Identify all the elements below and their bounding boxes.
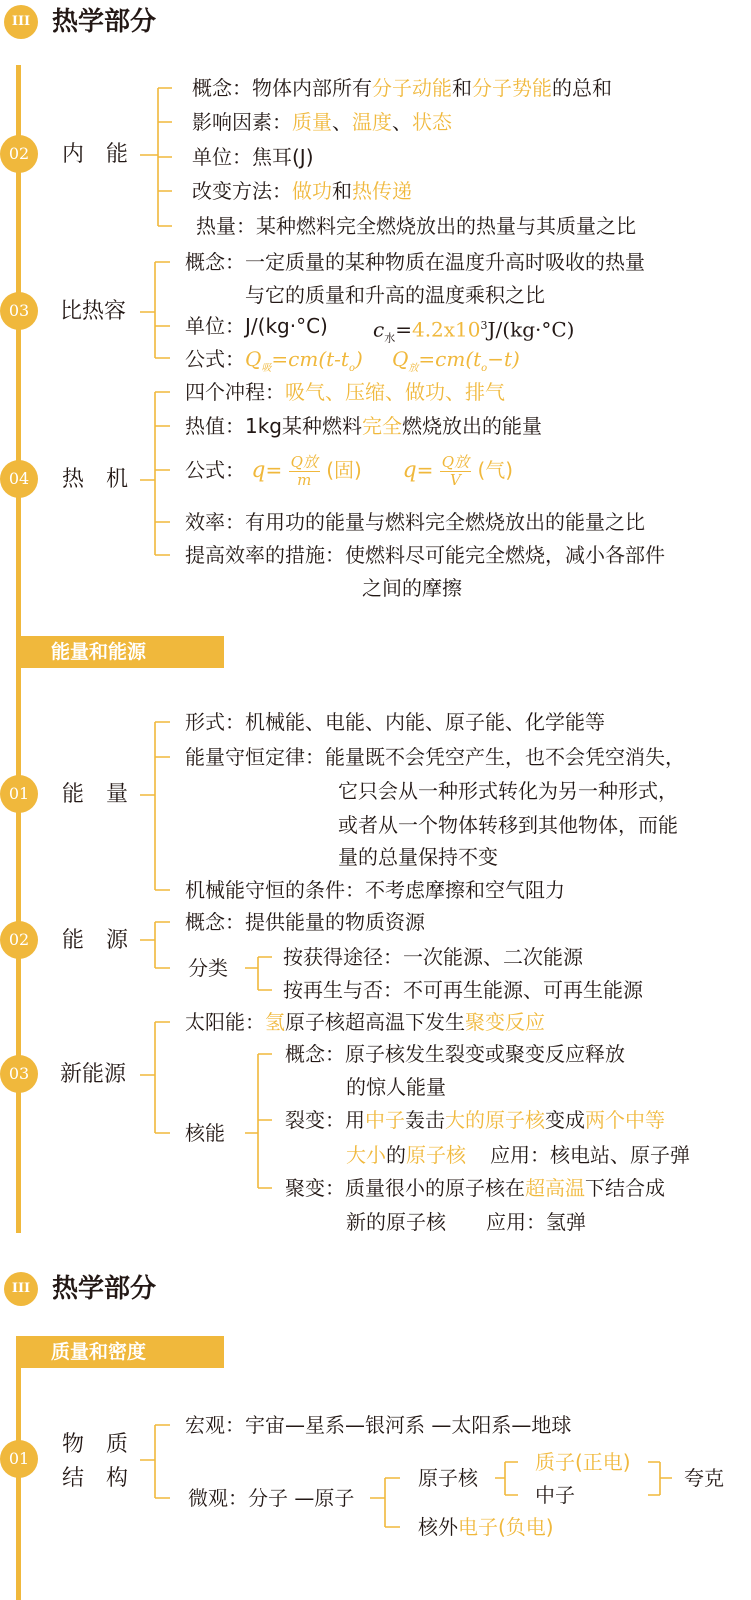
- nengyuan-by-source: 按获得途径：一次能源、二次能源: [283, 945, 583, 969]
- birerong-concept: 概念：一定质量的某种物质在温度升高时吸收的热量: [185, 250, 645, 274]
- xinnengyuan-nuclear: 核能: [185, 1121, 225, 1145]
- reji-strokes: 四个冲程：吸气、压缩、做功、排气: [185, 380, 505, 404]
- node-number-02: 02: [0, 135, 38, 173]
- section-badge: III: [4, 5, 38, 39]
- node-number-01-matter: 01: [0, 1440, 38, 1478]
- section-badge-2: III: [4, 1272, 38, 1306]
- birerong-formula: 公式：$Q_吸=cm(t-t_o)$: [185, 347, 363, 374]
- neineng-concept: 概念：物体内部所有分子动能和分子势能的总和: [192, 76, 612, 100]
- nengliang-forms: 形式：机械能、电能、内能、原子能、化学能等: [185, 710, 605, 734]
- node-number-04: 04: [0, 460, 38, 498]
- section-title-2: 热学部分: [52, 1274, 157, 1304]
- matter-nucleus: 原子核: [418, 1466, 478, 1490]
- nuclear-fusion-cont: 新的原子核 应用：氢弹: [346, 1210, 586, 1234]
- banner-mass: 质量和密度: [16, 1336, 224, 1368]
- topic-label-nengyuan: 能 源: [62, 928, 129, 953]
- xinnengyuan-solar: 太阳能：氢原子核超高温下发生聚变反应: [185, 1010, 545, 1034]
- nuclear-fission: 裂变：用中子轰击大的原子核变成两个中等: [285, 1108, 665, 1132]
- nengliang-law-3: 或者从一个物体转移到其他物体，而能: [338, 813, 678, 837]
- matter-neutron: 中子: [535, 1483, 575, 1507]
- birerong-water-value: $c_水=4.2x10^3J/(kg\cdot^\circ C)$: [373, 317, 575, 345]
- node-number-03: 03: [0, 292, 38, 330]
- topic-label-xinnengyuan: 新能源: [60, 1062, 127, 1087]
- nengyuan-by-renew: 按再生与否：不可再生能源、可再生能源: [283, 978, 643, 1002]
- birerong-formula-release: $Q_放=cm(t_o-t)$: [392, 347, 520, 374]
- neineng-methods: 改变方法：做功和热传递: [192, 179, 412, 203]
- topic-label-neineng: 内 能: [62, 142, 129, 167]
- banner-energy: 能量和能源: [16, 636, 224, 668]
- topic-label-wuzhi-1: 物 质: [62, 1432, 129, 1457]
- matter-quark: 夸克: [684, 1466, 724, 1490]
- nengliang-law: 能量守恒定律：能量既不会凭空产生，也不会凭空消失，: [185, 745, 685, 769]
- nengyuan-concept: 概念：提供能量的物质资源: [185, 910, 425, 934]
- nuclear-fission-cont: 大小的原子核 应用：核电站、原子弹: [346, 1143, 690, 1167]
- reji-improve: 提高效率的措施：使燃料尽可能完全燃烧，减小各部件: [185, 543, 665, 567]
- neineng-factors: 影响因素：质量、温度、状态: [192, 110, 452, 134]
- node-number-01: 01: [0, 775, 38, 813]
- matter-macro: 宏观：宇宙—星系—银河系 —太阳系—地球: [185, 1413, 572, 1437]
- topic-label-wuzhi-2: 结 构: [62, 1466, 129, 1491]
- node-number-02-energy-source: 02: [0, 921, 38, 959]
- nengliang-law-4: 量的总量保持不变: [338, 845, 498, 869]
- reji-formula: 公式： q= $\frac{\text{Q放}}{m}$ (固) q= $\frac{\text{Q放}}{V}$ (气): [185, 453, 514, 489]
- matter-micro: 微观：分子 —原子: [188, 1486, 355, 1510]
- reji-improve-cont: 之间的摩擦: [362, 576, 462, 600]
- topic-label-birerong: 比热容: [60, 299, 127, 324]
- neineng-heat: 热量：某种燃料完全燃烧放出的热量与其质量之比: [196, 214, 636, 238]
- node-number-03-new-energy: 03: [0, 1055, 38, 1093]
- reji-heat-value: 热值：1kg某种燃料完全燃烧放出的能量: [185, 414, 543, 438]
- matter-outer: 核外电子(负电): [418, 1515, 554, 1539]
- neineng-unit: 单位：焦耳(J): [192, 145, 314, 169]
- nuclear-concept: 概念：原子核发生裂变或聚变反应释放: [285, 1042, 625, 1066]
- nengliang-mech-condition: 机械能守恒的条件：不考虑摩擦和空气阻力: [185, 878, 565, 902]
- topic-label-reji: 热 机: [62, 467, 129, 492]
- birerong-unit: 单位：J/(kg·°C): [185, 314, 328, 338]
- birerong-concept-cont: 与它的质量和升高的温度乘积之比: [245, 283, 545, 307]
- nengyuan-classify: 分类: [188, 956, 228, 980]
- section-title: 热学部分: [52, 7, 157, 37]
- nuclear-concept-cont: 的惊人能量: [346, 1075, 446, 1099]
- reji-efficiency: 效率：有用功的能量与燃料完全燃烧放出的能量之比: [185, 510, 645, 534]
- nengliang-law-2: 它只会从一种形式转化为另一种形式，: [338, 779, 678, 803]
- topic-label-nengliang: 能 量: [62, 782, 129, 807]
- nuclear-fusion: 聚变：质量很小的原子核在超高温下结合成: [285, 1176, 665, 1200]
- matter-proton: 质子(正电): [535, 1450, 631, 1474]
